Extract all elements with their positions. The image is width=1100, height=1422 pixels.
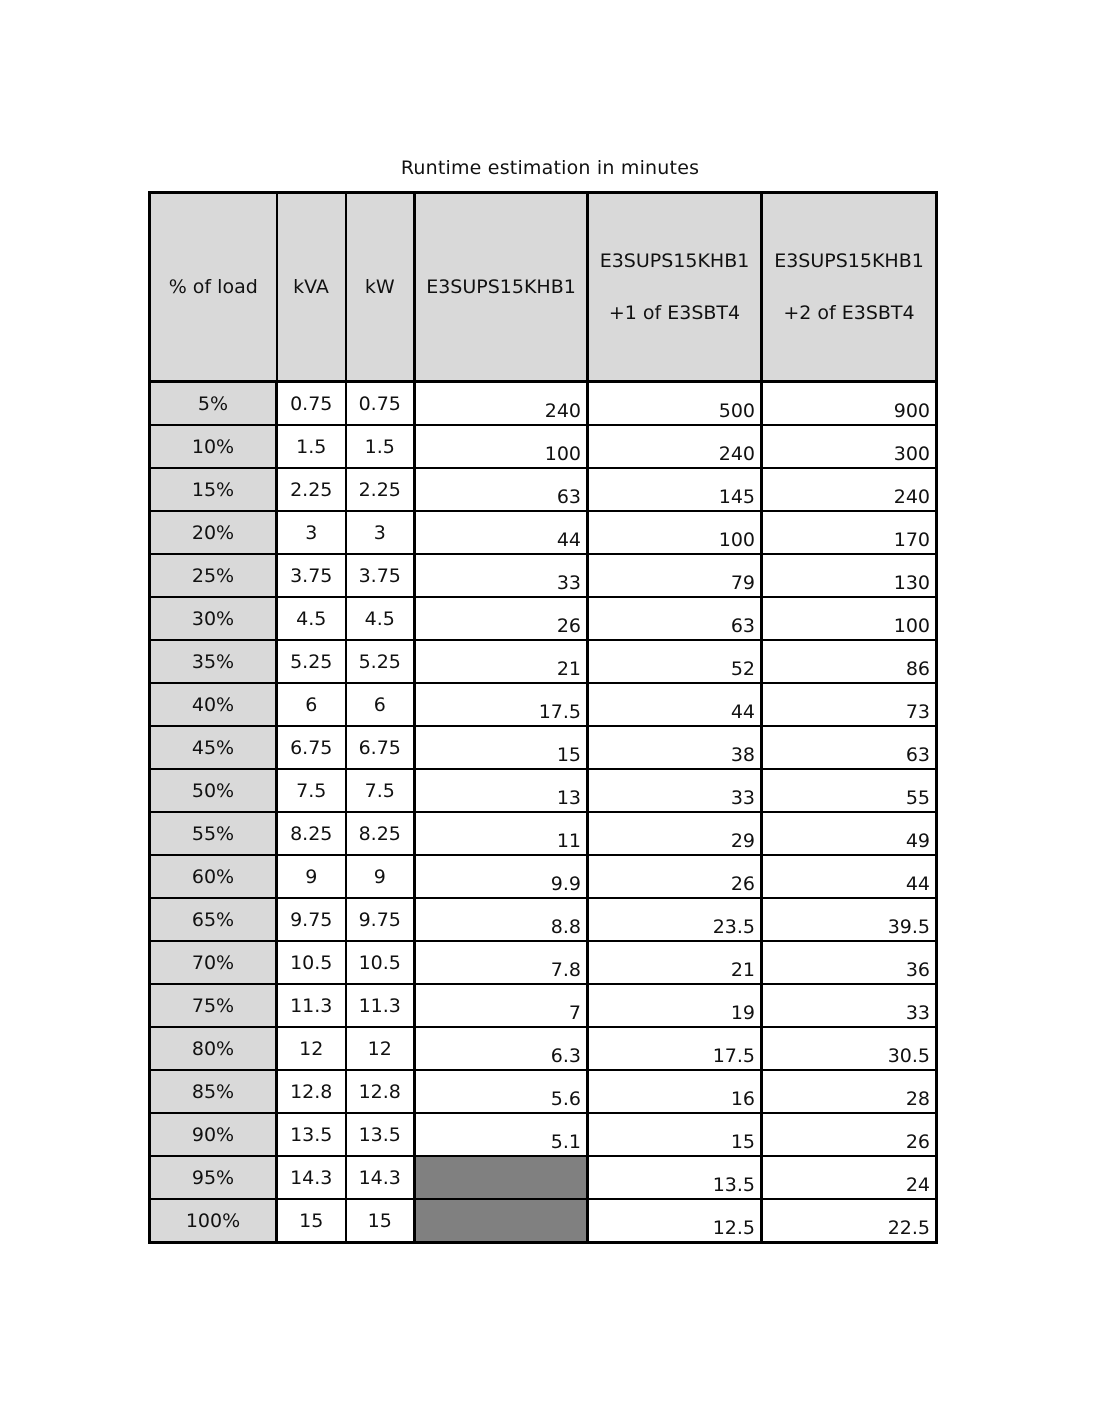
load-percent-cell: 20% (150, 511, 277, 554)
runtime-model-3-cell: 73 (762, 683, 937, 726)
runtime-model-2-cell: 500 (588, 382, 762, 426)
load-percent-cell: 75% (150, 984, 277, 1027)
runtime-table (148, 191, 938, 1244)
load-percent-cell: 45% (150, 726, 277, 769)
kva-cell: 6.75 (277, 726, 346, 769)
runtime-model-2-cell: 29 (588, 812, 762, 855)
runtime-model-2-cell: 33 (588, 769, 762, 812)
load-percent-cell: 10% (150, 425, 277, 468)
load-percent-cell: 85% (150, 1070, 277, 1113)
runtime-model-3-cell: 240 (762, 468, 937, 511)
load-percent-cell: 30% (150, 597, 277, 640)
load-percent-cell: 95% (150, 1156, 277, 1199)
kva-cell: 15 (277, 1199, 346, 1243)
header-model-1 (415, 193, 588, 382)
runtime-model-2-cell: 44 (588, 683, 762, 726)
runtime-model-2-cell: 19 (588, 984, 762, 1027)
runtime-model-2-cell: 12.5 (588, 1199, 762, 1243)
runtime-model-1-cell: 7 (415, 984, 588, 1027)
runtime-model-1-cell: 44 (415, 511, 588, 554)
kva-cell: 14.3 (277, 1156, 346, 1199)
kw-cell: 6 (346, 683, 415, 726)
runtime-model-2-cell: 100 (588, 511, 762, 554)
runtime-model-3-cell: 36 (762, 941, 937, 984)
kva-cell: 9 (277, 855, 346, 898)
load-percent-cell: 90% (150, 1113, 277, 1156)
kw-cell: 10.5 (346, 941, 415, 984)
table-row (150, 1027, 937, 1070)
header-row (150, 193, 937, 382)
table-row (150, 812, 937, 855)
table-row (150, 511, 937, 554)
kw-cell: 9.75 (346, 898, 415, 941)
table-row (150, 597, 937, 640)
runtime-model-2-cell: 21 (588, 941, 762, 984)
header-kva: kVA (277, 193, 346, 382)
runtime-model-1-cell: 6.3 (415, 1027, 588, 1070)
load-percent-cell: 70% (150, 941, 277, 984)
header-load: % of load (150, 193, 277, 382)
header-model-2-line1: E3SUPS15KHB1 (599, 250, 750, 272)
runtime-model-2-cell: 26 (588, 855, 762, 898)
load-percent-cell: 60% (150, 855, 277, 898)
runtime-model-3-cell: 170 (762, 511, 937, 554)
runtime-model-3-cell: 33 (762, 984, 937, 1027)
kva-cell: 3.75 (277, 554, 346, 597)
header-model-1-line1: E3SUPS15KHB1 (426, 276, 576, 298)
kw-cell: 12.8 (346, 1070, 415, 1113)
load-percent-cell: 15% (150, 468, 277, 511)
table-row (150, 984, 937, 1027)
header-model-2 (588, 193, 762, 382)
runtime-model-3-cell: 86 (762, 640, 937, 683)
runtime-model-3-cell: 22.5 (762, 1199, 937, 1243)
kva-cell: 8.25 (277, 812, 346, 855)
kva-cell: 3 (277, 511, 346, 554)
table-row (150, 941, 937, 984)
runtime-model-3-cell: 28 (762, 1070, 937, 1113)
load-percent-cell: 35% (150, 640, 277, 683)
runtime-model-3-cell: 39.5 (762, 898, 937, 941)
load-percent-cell: 55% (150, 812, 277, 855)
runtime-model-1-cell: 8.8 (415, 898, 588, 941)
unavailable-cell (415, 1199, 588, 1243)
header-kw: kW (346, 193, 415, 382)
kw-cell: 15 (346, 1199, 415, 1243)
runtime-model-2-cell: 52 (588, 640, 762, 683)
header-model-3-line1: E3SUPS15KHB1 (774, 250, 924, 272)
kw-cell: 9 (346, 855, 415, 898)
table-row (150, 554, 937, 597)
header-model-3 (762, 193, 937, 382)
table-body (150, 382, 937, 1243)
kva-cell: 6 (277, 683, 346, 726)
runtime-model-2-cell: 63 (588, 597, 762, 640)
runtime-model-1-cell: 17.5 (415, 683, 588, 726)
kva-cell: 11.3 (277, 984, 346, 1027)
runtime-model-1-cell: 5.1 (415, 1113, 588, 1156)
table-row (150, 726, 937, 769)
runtime-model-2-cell: 38 (588, 726, 762, 769)
table-row (150, 468, 937, 511)
header-model-2-line2: +1 of E3SBT4 (608, 302, 741, 324)
runtime-model-1-cell: 63 (415, 468, 588, 511)
unavailable-cell (415, 1156, 588, 1199)
runtime-model-3-cell: 300 (762, 425, 937, 468)
runtime-model-1-cell: 13 (415, 769, 588, 812)
runtime-model-3-cell: 26 (762, 1113, 937, 1156)
runtime-model-1-cell: 33 (415, 554, 588, 597)
kva-cell: 0.75 (277, 382, 346, 426)
kva-cell: 1.5 (277, 425, 346, 468)
runtime-model-1-cell: 26 (415, 597, 588, 640)
load-percent-cell: 50% (150, 769, 277, 812)
table-row (150, 382, 937, 426)
kw-cell: 13.5 (346, 1113, 415, 1156)
kw-cell: 6.75 (346, 726, 415, 769)
kw-cell: 7.5 (346, 769, 415, 812)
kw-cell: 3.75 (346, 554, 415, 597)
table-row (150, 1156, 937, 1199)
runtime-model-3-cell: 130 (762, 554, 937, 597)
runtime-model-1-cell: 11 (415, 812, 588, 855)
kw-cell: 1.5 (346, 425, 415, 468)
runtime-model-3-cell: 63 (762, 726, 937, 769)
runtime-model-3-cell: 100 (762, 597, 937, 640)
runtime-model-2-cell: 16 (588, 1070, 762, 1113)
runtime-model-2-cell: 23.5 (588, 898, 762, 941)
load-percent-cell: 65% (150, 898, 277, 941)
table-row (150, 898, 937, 941)
kva-cell: 12.8 (277, 1070, 346, 1113)
load-percent-cell: 25% (150, 554, 277, 597)
kw-cell: 11.3 (346, 984, 415, 1027)
kw-cell: 8.25 (346, 812, 415, 855)
kva-cell: 5.25 (277, 640, 346, 683)
kw-cell: 4.5 (346, 597, 415, 640)
runtime-model-1-cell: 5.6 (415, 1070, 588, 1113)
kw-cell: 2.25 (346, 468, 415, 511)
kva-cell: 2.25 (277, 468, 346, 511)
runtime-model-1-cell: 100 (415, 425, 588, 468)
table-row (150, 683, 937, 726)
load-percent-cell: 5% (150, 382, 277, 426)
kva-cell: 13.5 (277, 1113, 346, 1156)
table-row (150, 640, 937, 683)
runtime-model-1-cell: 21 (415, 640, 588, 683)
kva-cell: 10.5 (277, 941, 346, 984)
table-row (150, 1070, 937, 1113)
page-title: Runtime estimation in minutes (400, 157, 700, 179)
table-row (150, 1199, 937, 1243)
load-percent-cell: 100% (150, 1199, 277, 1243)
runtime-model-2-cell: 145 (588, 468, 762, 511)
runtime-model-1-cell: 15 (415, 726, 588, 769)
runtime-model-3-cell: 44 (762, 855, 937, 898)
kw-cell: 14.3 (346, 1156, 415, 1199)
runtime-model-1-cell: 240 (415, 382, 588, 426)
runtime-model-2-cell: 79 (588, 554, 762, 597)
runtime-model-1-cell: 9.9 (415, 855, 588, 898)
header-model-3-line2: +2 of E3SBT4 (783, 302, 915, 324)
kva-cell: 12 (277, 1027, 346, 1070)
table-row (150, 425, 937, 468)
table-row (150, 769, 937, 812)
runtime-model-2-cell: 240 (588, 425, 762, 468)
runtime-model-1-cell: 7.8 (415, 941, 588, 984)
kva-cell: 7.5 (277, 769, 346, 812)
runtime-model-3-cell: 30.5 (762, 1027, 937, 1070)
runtime-model-2-cell: 17.5 (588, 1027, 762, 1070)
kw-cell: 5.25 (346, 640, 415, 683)
kw-cell: 0.75 (346, 382, 415, 426)
load-percent-cell: 80% (150, 1027, 277, 1070)
kw-cell: 12 (346, 1027, 415, 1070)
kva-cell: 9.75 (277, 898, 346, 941)
runtime-model-3-cell: 24 (762, 1156, 937, 1199)
load-percent-cell: 40% (150, 683, 277, 726)
kva-cell: 4.5 (277, 597, 346, 640)
runtime-model-3-cell: 49 (762, 812, 937, 855)
table-row (150, 1113, 937, 1156)
runtime-model-3-cell: 900 (762, 382, 937, 426)
kw-cell: 3 (346, 511, 415, 554)
runtime-model-2-cell: 15 (588, 1113, 762, 1156)
runtime-model-2-cell: 13.5 (588, 1156, 762, 1199)
runtime-model-3-cell: 55 (762, 769, 937, 812)
table-row (150, 855, 937, 898)
